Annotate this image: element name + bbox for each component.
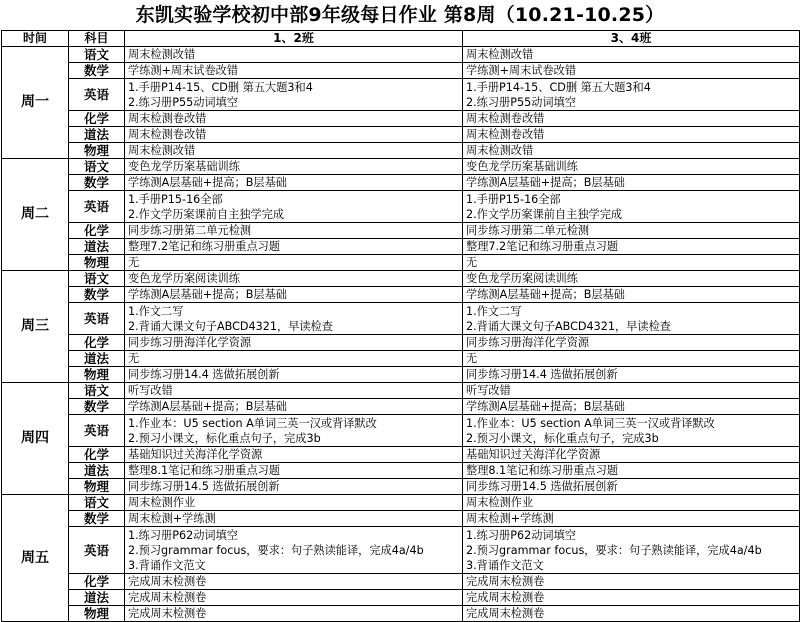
homework-cell-class-3-4 xyxy=(463,383,800,399)
subject-cell-math: 数学 xyxy=(69,63,125,79)
homework-line: 同步练习册第二单元检测 xyxy=(128,224,252,237)
homework-cell-class-3-4 xyxy=(463,191,800,223)
homework-cell-class-1-2 xyxy=(125,287,463,303)
homework-cell-class-3-4 xyxy=(463,79,800,111)
homework-cell-class-1-2 xyxy=(125,606,463,622)
table-row xyxy=(2,447,800,463)
homework-cell-class-3-4 xyxy=(463,495,800,511)
homework-line: 同步练习册14.5 选做拓展创新 xyxy=(128,480,280,493)
homework-cell-class-3-4 xyxy=(463,255,800,271)
homework-line: 周末检测卷改错 xyxy=(128,112,207,125)
homework-cell-class-3-4 xyxy=(463,287,800,303)
table-row xyxy=(2,255,800,271)
homework-line: 同步练习册第二单元检测 xyxy=(466,224,590,237)
homework-line: 周末检测改错 xyxy=(128,144,196,157)
table-row xyxy=(2,463,800,479)
table-row xyxy=(2,511,800,527)
table-row xyxy=(2,479,800,495)
homework-cell-class-3-4 xyxy=(463,415,800,447)
subject-cell-chinese: 语文 xyxy=(69,159,125,175)
homework-cell-class-1-2 xyxy=(125,335,463,351)
subject-cell-chinese: 语文 xyxy=(69,271,125,287)
day-cell-tuesday: 周二 xyxy=(2,159,69,271)
homework-line: 无 xyxy=(466,352,478,365)
homework-line: 3.背诵作文范文 xyxy=(466,558,544,572)
homework-cell-class-1-2 xyxy=(125,175,463,191)
homework-line: 学练测A层基础+提高；B层基础 xyxy=(128,176,287,189)
homework-line: 周末检测+学练测 xyxy=(128,512,216,525)
homework-line: 2.预习小课文，标化重点句子，完成3b xyxy=(466,431,659,445)
homework-line: 无 xyxy=(128,256,140,269)
homework-cell-class-3-4 xyxy=(463,111,800,127)
table-row xyxy=(2,351,800,367)
homework-line: 完成周末检测卷 xyxy=(128,591,207,604)
homework-cell-class-3-4 xyxy=(463,574,800,590)
day-cell-thursday: 周四 xyxy=(2,383,69,495)
homework-line: 1.练习册P62动词填空 xyxy=(128,528,238,542)
homework-cell-class-3-4 xyxy=(463,127,800,143)
homework-line: 无 xyxy=(128,352,140,365)
table-row xyxy=(2,495,800,511)
homework-cell-class-1-2 xyxy=(125,111,463,127)
homework-line: 周末检测作业 xyxy=(128,496,196,509)
homework-cell-class-1-2 xyxy=(125,511,463,527)
homework-line: 同步练习册14.4 选做拓展创新 xyxy=(128,368,280,381)
homework-cell-class-1-2 xyxy=(125,255,463,271)
table-row xyxy=(2,79,800,111)
table-row xyxy=(2,191,800,223)
homework-cell-class-1-2 xyxy=(125,574,463,590)
homework-cell-class-3-4 xyxy=(463,239,800,255)
subject-cell-morality-law: 道法 xyxy=(69,127,125,143)
homework-cell-class-3-4 xyxy=(463,351,800,367)
homework-line: 同步练习册海洋化学资源 xyxy=(466,336,590,349)
homework-line: 完成周末检测卷 xyxy=(466,607,545,620)
homework-cell-class-1-2 xyxy=(125,63,463,79)
homework-cell-class-1-2 xyxy=(125,271,463,287)
homework-line: 3.背诵作文范文 xyxy=(128,558,206,572)
homework-line: 2.背诵大课文句子ABCD4321，早读检查 xyxy=(128,319,333,333)
homework-line: 变色龙学历案基础训练 xyxy=(128,160,240,173)
homework-line: 基础知识过关海洋化学资源 xyxy=(466,448,601,461)
homework-cell-class-1-2 xyxy=(125,415,463,447)
homework-cell-class-1-2 xyxy=(125,159,463,175)
homework-cell-class-3-4 xyxy=(463,447,800,463)
homework-sheet xyxy=(1,0,799,622)
table-body xyxy=(2,47,800,622)
homework-cell-class-1-2 xyxy=(125,303,463,335)
homework-line: 2.预习小课文，标化重点句子，完成3b xyxy=(128,431,321,445)
table-row xyxy=(2,399,800,415)
subject-cell-physics: 物理 xyxy=(69,255,125,271)
homework-cell-class-3-4 xyxy=(463,367,800,383)
homework-line: 1.作文二写 xyxy=(466,304,522,318)
table-row xyxy=(2,590,800,606)
homework-line: 学练测A层基础+提高；B层基础 xyxy=(466,400,625,413)
homework-line: 2.练习册P55动词填空 xyxy=(128,95,238,109)
homework-line: 变色龙学历案基础训练 xyxy=(466,160,578,173)
table-row xyxy=(2,47,800,63)
subject-cell-chemistry: 化学 xyxy=(69,111,125,127)
homework-cell-class-1-2 xyxy=(125,590,463,606)
homework-cell-class-3-4 xyxy=(463,511,800,527)
homework-cell-class-1-2 xyxy=(125,463,463,479)
homework-line: 学练测A层基础+提高；B层基础 xyxy=(466,176,625,189)
subject-cell-chinese: 语文 xyxy=(69,383,125,399)
homework-line: 周末检测+学练测 xyxy=(466,512,554,525)
table-row xyxy=(2,383,800,399)
homework-cell-class-1-2 xyxy=(125,143,463,159)
header-row xyxy=(2,31,800,47)
homework-cell-class-3-4 xyxy=(463,271,800,287)
homework-line: 完成周末检测卷 xyxy=(128,575,207,588)
homework-line: 周末检测作业 xyxy=(466,496,534,509)
table-row xyxy=(2,111,800,127)
day-cell-wednesday: 周三 xyxy=(2,271,69,383)
homework-line: 周末检测改错 xyxy=(466,144,534,157)
subject-cell-math: 数学 xyxy=(69,175,125,191)
subject-cell-chinese: 语文 xyxy=(69,495,125,511)
day-cell-monday: 周一 xyxy=(2,47,69,159)
homework-line: 整理8.1笔记和练习册重点习题 xyxy=(128,464,281,477)
table-row xyxy=(2,271,800,287)
homework-line: 1.练习册P62动词填空 xyxy=(466,528,576,542)
subject-cell-physics: 物理 xyxy=(69,479,125,495)
subject-cell-morality-law: 道法 xyxy=(69,590,125,606)
homework-line: 2.练习册P55动词填空 xyxy=(466,95,576,109)
homework-line: 整理7.2笔记和练习册重点习题 xyxy=(466,240,619,253)
homework-line: 周末检测卷改错 xyxy=(128,128,207,141)
subject-cell-english: 英语 xyxy=(69,527,125,574)
homework-cell-class-1-2 xyxy=(125,127,463,143)
homework-table xyxy=(1,30,800,622)
homework-line: 同步练习册14.4 选做拓展创新 xyxy=(466,368,618,381)
homework-cell-class-3-4 xyxy=(463,63,800,79)
homework-line: 1.作业本：U5 section A单词三英一汉或背译默改 xyxy=(466,416,715,430)
subject-cell-english: 英语 xyxy=(69,191,125,223)
homework-line: 2.作文学历案课前自主独学完成 xyxy=(128,207,285,221)
homework-line: 基础知识过关海洋化学资源 xyxy=(128,448,263,461)
homework-line: 2.预习grammar focus，要求：句子熟读能译，完成4a/4b xyxy=(466,543,762,557)
homework-cell-class-3-4 xyxy=(463,590,800,606)
subject-cell-chemistry: 化学 xyxy=(69,574,125,590)
homework-cell-class-3-4 xyxy=(463,463,800,479)
header-class-1-2: 1、2班 xyxy=(125,31,463,47)
homework-line: 1.作业本：U5 section A单词三英一汉或背译默改 xyxy=(128,416,377,430)
subject-cell-chinese: 语文 xyxy=(69,47,125,63)
homework-line: 周末检测改错 xyxy=(466,48,534,61)
homework-cell-class-3-4 xyxy=(463,335,800,351)
homework-cell-class-1-2 xyxy=(125,383,463,399)
subject-cell-physics: 物理 xyxy=(69,367,125,383)
table-row xyxy=(2,223,800,239)
homework-line: 周末检测卷改错 xyxy=(466,128,545,141)
homework-line: 完成周末检测卷 xyxy=(466,591,545,604)
homework-line: 完成周末检测卷 xyxy=(466,575,545,588)
homework-cell-class-1-2 xyxy=(125,191,463,223)
homework-line: 听写改错 xyxy=(466,384,511,397)
table-row xyxy=(2,175,800,191)
table-row xyxy=(2,574,800,590)
homework-line: 学练测+周末试卷改错 xyxy=(128,64,239,77)
table-row xyxy=(2,127,800,143)
homework-line: 完成周末检测卷 xyxy=(128,607,207,620)
homework-cell-class-1-2 xyxy=(125,239,463,255)
homework-cell-class-3-4 xyxy=(463,175,800,191)
homework-line: 2.背诵大课文句子ABCD4321，早读检查 xyxy=(466,319,671,333)
homework-cell-class-3-4 xyxy=(463,47,800,63)
subject-cell-english: 英语 xyxy=(69,79,125,111)
homework-line: 听写改错 xyxy=(128,384,173,397)
homework-line: 2.作文学历案课前自主独学完成 xyxy=(466,207,623,221)
homework-cell-class-3-4 xyxy=(463,159,800,175)
homework-line: 同步练习册14.5 选做拓展创新 xyxy=(466,480,618,493)
table-row xyxy=(2,527,800,574)
homework-line: 整理8.1笔记和练习册重点习题 xyxy=(466,464,619,477)
subject-cell-physics: 物理 xyxy=(69,606,125,622)
homework-cell-class-3-4 xyxy=(463,479,800,495)
table-row xyxy=(2,367,800,383)
day-cell-friday: 周五 xyxy=(2,495,69,622)
subject-cell-math: 数学 xyxy=(69,399,125,415)
table-row xyxy=(2,303,800,335)
homework-line: 学练测A层基础+提高；B层基础 xyxy=(466,288,625,301)
homework-cell-class-3-4 xyxy=(463,143,800,159)
homework-cell-class-3-4 xyxy=(463,399,800,415)
homework-line: 变色龙学历案阅读训练 xyxy=(466,272,578,285)
homework-cell-class-1-2 xyxy=(125,447,463,463)
homework-cell-class-3-4 xyxy=(463,527,800,574)
header-time: 时间 xyxy=(2,31,69,47)
homework-line: 整理7.2笔记和练习册重点习题 xyxy=(128,240,281,253)
table-row xyxy=(2,287,800,303)
page-title: 东凯实验学校初中部9年级每日作业 第8周（10.21-10.25） xyxy=(135,4,665,26)
homework-line: 周末检测卷改错 xyxy=(466,112,545,125)
homework-cell-class-1-2 xyxy=(125,351,463,367)
header-class-3-4: 3、4班 xyxy=(463,31,800,47)
homework-line: 1.作文二写 xyxy=(128,304,184,318)
table-row xyxy=(2,159,800,175)
homework-cell-class-1-2 xyxy=(125,527,463,574)
table-row xyxy=(2,335,800,351)
subject-cell-morality-law: 道法 xyxy=(69,351,125,367)
homework-line: 学练测+周末试卷改错 xyxy=(466,64,577,77)
homework-cell-class-1-2 xyxy=(125,479,463,495)
homework-line: 周末检测改错 xyxy=(128,48,196,61)
homework-line: 2.预习grammar focus，要求：句子熟读能译，完成4a/4b xyxy=(128,543,424,557)
homework-cell-class-1-2 xyxy=(125,367,463,383)
homework-cell-class-3-4 xyxy=(463,223,800,239)
homework-line: 学练测A层基础+提高；B层基础 xyxy=(128,400,287,413)
homework-line: 学练测A层基础+提高；B层基础 xyxy=(128,288,287,301)
homework-cell-class-1-2 xyxy=(125,47,463,63)
homework-cell-class-1-2 xyxy=(125,495,463,511)
subject-cell-chemistry: 化学 xyxy=(69,335,125,351)
homework-line: 同步练习册海洋化学资源 xyxy=(128,336,252,349)
homework-cell-class-3-4 xyxy=(463,606,800,622)
subject-cell-morality-law: 道法 xyxy=(69,463,125,479)
subject-cell-chemistry: 化学 xyxy=(69,447,125,463)
homework-cell-class-1-2 xyxy=(125,223,463,239)
table-row xyxy=(2,239,800,255)
homework-line: 无 xyxy=(466,256,478,269)
table-row xyxy=(2,415,800,447)
header-subject: 科目 xyxy=(69,31,125,47)
subject-cell-physics: 物理 xyxy=(69,143,125,159)
homework-line: 变色龙学历案阅读训练 xyxy=(128,272,240,285)
homework-line: 1.手册P15-16全部 xyxy=(128,192,223,206)
subject-cell-chemistry: 化学 xyxy=(69,223,125,239)
homework-line: 1.手册P14-15、CD删 第五大题3和4 xyxy=(466,80,651,94)
subject-cell-math: 数学 xyxy=(69,511,125,527)
subject-cell-english: 英语 xyxy=(69,303,125,335)
subject-cell-english: 英语 xyxy=(69,415,125,447)
homework-line: 1.手册P14-15、CD删 第五大题3和4 xyxy=(128,80,313,94)
table-row xyxy=(2,143,800,159)
homework-line: 1.手册P15-16全部 xyxy=(466,192,561,206)
homework-cell-class-1-2 xyxy=(125,79,463,111)
table-row xyxy=(2,63,800,79)
homework-cell-class-3-4 xyxy=(463,303,800,335)
homework-cell-class-1-2 xyxy=(125,399,463,415)
subject-cell-math: 数学 xyxy=(69,287,125,303)
subject-cell-morality-law: 道法 xyxy=(69,239,125,255)
table-row xyxy=(2,606,800,622)
